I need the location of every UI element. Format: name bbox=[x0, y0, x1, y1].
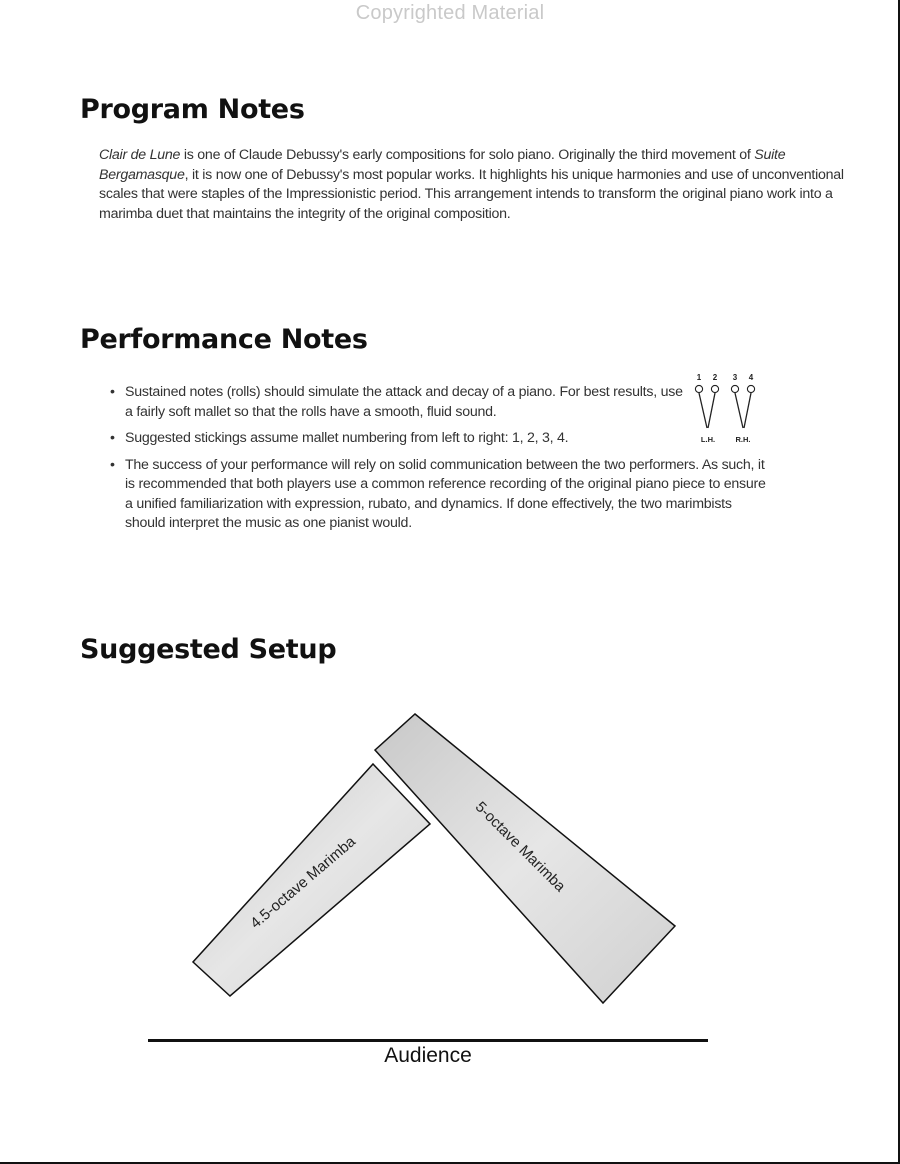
left-hand-label: L.H. bbox=[700, 435, 716, 444]
mallet-number-1: 1 bbox=[696, 373, 702, 382]
list-item-text: The success of your performance will rely on solid communication between the two performers. As such, it is recommended that both players use a common reference recording of the original piano piece to ensure a unified familiarization with expression, rubato, and dynamics. If done effectively, the two marimbists should interpret the music as one pianist would. bbox=[125, 456, 766, 531]
list-item bbox=[110, 429, 685, 449]
list-item-text: Suggested stickings assume mallet numbering from left to right: 1, 2, 3, 4. bbox=[125, 430, 569, 446]
program-notes-heading: Program Notes bbox=[80, 94, 305, 125]
setup-diagram bbox=[0, 700, 900, 1020]
suggested-setup-heading: Suggested Setup bbox=[80, 634, 337, 665]
performance-notes-heading: Performance Notes bbox=[80, 324, 368, 355]
suite-title: Suite Bergamasque bbox=[99, 147, 786, 183]
list-item-text: Sustained notes (rolls) should simulate the attack and decay of a piano. For best results, use a fairly soft mallet so that the rolls have a smooth, fluid sound. bbox=[125, 384, 683, 420]
bullet-marker: • bbox=[110, 430, 115, 446]
left-marimba-label: 4.5-octave Marimba bbox=[247, 833, 359, 933]
copyright-watermark: Copyrighted Material bbox=[355, 2, 545, 24]
right-hand-label: R.H. bbox=[735, 435, 751, 444]
mallet-shafts-icon bbox=[699, 393, 751, 428]
mallet-number-2: 2 bbox=[712, 373, 718, 382]
piece-title: Clair de Lune bbox=[99, 147, 181, 163]
mallet-numbering-diagram bbox=[690, 370, 762, 450]
mallet-heads-icon bbox=[695, 385, 754, 392]
program-text-part-1: is one of Claude Debussy's early compositions for solo piano. Originally the third movement of bbox=[180, 147, 755, 163]
performance-notes-list bbox=[110, 383, 790, 541]
right-marimba-label: 5-octave Marimba bbox=[471, 798, 569, 896]
bullet-marker: • bbox=[110, 384, 115, 400]
program-notes-paragraph bbox=[99, 146, 859, 224]
list-item bbox=[110, 383, 685, 422]
mallet-number-4: 4 bbox=[748, 373, 754, 382]
mallet-number-3: 3 bbox=[732, 373, 738, 382]
program-text-part-2: , it is now one of Debussy's most popular works. It highlights his unique harmonies and use of unconventional scales that were staples of the Impressionistic period. This arrangement intends to transform the original piano work into a marimba duet that maintains the integrity of the original composition. bbox=[99, 166, 844, 222]
audience-line bbox=[148, 1039, 708, 1042]
list-item bbox=[110, 456, 775, 534]
audience-label: Audience bbox=[384, 1044, 472, 1067]
bullet-marker: • bbox=[110, 456, 115, 473]
